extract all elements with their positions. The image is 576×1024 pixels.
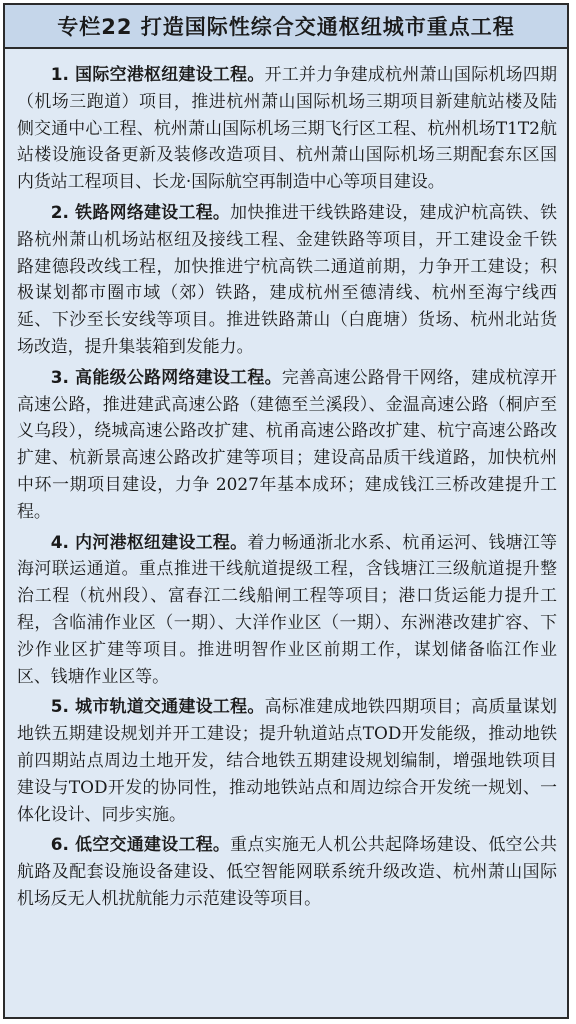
section-body: 高标准建成地铁四期项目；高质量谋划地铁五期建设规划并开工建设；提升轨道站点TOD开发能级，推动地铁前四期站点周边土地开发，结合地铁五期建设规划编制，增强地铁项目建设与TOD开发的协同性，推动地铁站点和周边综合开发统一规划、一体化设计、同步实施。 (17, 696, 557, 824)
section-body: 重点实施无人机公共起降场建设、低空公共航路及配套设施设备建设、低空智能网联系统升级改造、杭州萧山国际机场反无人机扰航能力示范建设等项目。 (17, 834, 557, 908)
page-title: 专栏22 打造国际性综合交通枢纽城市重点工程 (57, 15, 515, 39)
section-heading: 5. 城市轨道交通建设工程。 (50, 696, 265, 717)
title-bar (5, 5, 567, 49)
section-low-altitude (17, 831, 557, 911)
section-rail-transit (17, 693, 557, 827)
section-body: 完善高速公路骨干网络，建成杭淳开高速公路，推进建武高速公路（建德至兰溪段）、金温高速公路（桐庐至义乌段），绕城高速公路改扩建、杭甬高速公路改扩建、杭宁高速公路改扩建、杭新景高速公路改扩建等项目；建设高品质干线道路，加快杭州中环一期项目建设，力争 2027年基本成环；建成钱江三桥改建提升工程。 (17, 366, 557, 521)
section-airport (17, 61, 557, 195)
section-body: 着力畅通浙北水系、杭甬运河、钱塘江等海河联运通道。重点推进干线航道提级工程，含钱塘江三级航道提升整治工程（杭州段）、富春江二线船闸工程等项目；港口货运能力提升工程，含临浦作业区（一期）、大洋作业区（一期）、东洲港改建扩容、下沙作业区扩建等项目。推进明智作业区前期工作，谋划储备临江作业区、钱塘作业区等。 (17, 531, 557, 686)
section-heading: 2. 铁路网络建设工程。 (50, 201, 231, 222)
section-body: 加快推进干线铁路建设，建成沪杭高铁、铁路杭州萧山机场站枢纽及接线工程、金建铁路等项目，开工建设金千铁路建德段改线工程，加快推进宁杭高铁二通道前期，力争开工建设；积极谋划都市圈市域（郊）铁路，建成杭州至德清线、杭州至海宁线西延、下沙至长安线等项目。推进铁路萧山（白鹿塘）货场、杭州北站货场改造，提升集装箱到发能力。 (17, 201, 557, 356)
section-heading: 1. 国际空港枢纽建设工程。 (50, 64, 265, 84)
column-box (3, 3, 569, 1019)
section-body: 开工并力争建成杭州萧山国际机场四期（机场三跑道）项目，推进杭州萧山国际机场三期项目新建航站楼及陆侧交通中心工程、杭州萧山国际机场三期飞行区工程、杭州机场T1T2航站楼设施设备更新及装修改造项目、杭州萧山国际机场三期配套东区国内货站工程项目、长龙·国际航空再制造中心等项目建设。 (17, 64, 557, 192)
section-highway (17, 364, 557, 525)
section-inland-port (17, 529, 557, 690)
section-heading: 4. 内河港枢纽建设工程。 (50, 531, 248, 552)
section-heading: 6. 低空交通建设工程。 (50, 834, 231, 855)
section-railway (17, 199, 557, 360)
content-area (5, 49, 567, 912)
section-heading: 3. 高能级公路网络建设工程。 (50, 366, 282, 387)
